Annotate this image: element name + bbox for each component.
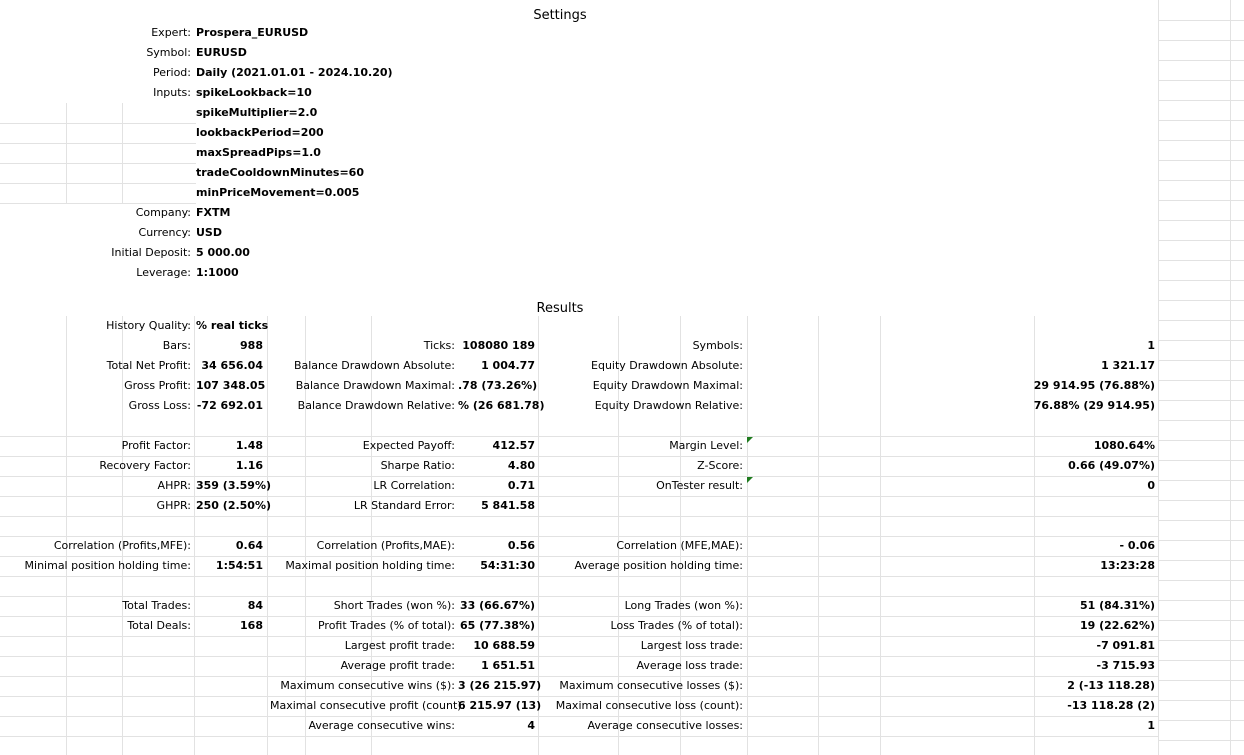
col3-stat-value: 0	[1147, 479, 1155, 492]
company-value: FXTM	[196, 206, 231, 219]
col2-stat-label: Largest profit trade:	[344, 639, 455, 652]
col3-stat-value: 19 (22.62%)	[1079, 619, 1155, 632]
col1-stat-value: 359 (3.59%)	[196, 479, 272, 492]
col2-stat-value: 0.56	[507, 539, 535, 552]
col3-stat-label: Margin Level:	[669, 439, 743, 452]
col2-stat-label: Sharpe Ratio:	[380, 459, 455, 472]
col3-stat-value: 1	[1147, 719, 1155, 732]
col1-stat-value: 84	[247, 599, 263, 612]
col3-stat-label: Loss Trades (% of total):	[610, 619, 743, 632]
currency-label: Currency:	[138, 226, 191, 239]
col2-stat-value: 108080 189	[462, 339, 535, 352]
input-item: lookbackPeriod=200	[196, 126, 324, 139]
company-label: Company:	[135, 206, 191, 219]
period-value: Daily (2021.01.01 - 2024.10.20)	[196, 66, 393, 79]
col3-stat-value: 29 914.95 (76.88%)	[1033, 379, 1155, 392]
col2-stat-label: Average profit trade:	[340, 659, 455, 672]
col1-stat-value: -72 692.01	[196, 399, 263, 412]
expert-label: Expert:	[151, 26, 191, 39]
col1-stat-label: Bars:	[162, 339, 191, 352]
col1-stat-label: Total Deals:	[127, 619, 191, 632]
col2-stat-value: 10 688.59	[473, 639, 535, 652]
col1-stat-value: 1.48	[235, 439, 263, 452]
col2-stat-value: 1 004.77	[481, 359, 535, 372]
col3-stat-label: Equity Drawdown Absolute:	[591, 359, 743, 372]
col3-stat-value: 51 (84.31%)	[1079, 599, 1155, 612]
col3-stat-label: Maximal consecutive loss (count):	[555, 699, 743, 712]
col2-stat-label: Balance Drawdown Maximal:	[295, 379, 455, 392]
col1-stat-value: 988	[240, 339, 263, 352]
col3-stat-label: Equity Drawdown Maximal:	[592, 379, 743, 392]
leverage-label: Leverage:	[136, 266, 191, 279]
col3-stat-value: 76.88% (29 914.95)	[1033, 399, 1155, 412]
col3-stat-label: Symbols:	[692, 339, 743, 352]
col1-stat-label: Total Trades:	[122, 599, 191, 612]
col1-stat-label: GHPR:	[156, 499, 191, 512]
col1-stat-label: Gross Loss:	[128, 399, 191, 412]
col3-stat-value: 2 (-13 118.28)	[1067, 679, 1155, 692]
col2-stat-label: Expected Payoff:	[362, 439, 455, 452]
col1-stat-label: Correlation (Profits,MFE):	[53, 539, 191, 552]
col3-stat-label: Maximum consecutive losses ($):	[559, 679, 743, 692]
symbol-value: EURUSD	[196, 46, 247, 59]
input-item: spikeMultiplier=2.0	[196, 106, 318, 119]
col2-stat-label: Average consecutive wins:	[308, 719, 455, 732]
col2-stat-label: Balance Drawdown Relative:	[297, 399, 455, 412]
col2-stat-value: 0.71	[507, 479, 535, 492]
col2-stat-value: 65 (77.38%)	[459, 619, 535, 632]
leverage-value: 1:1000	[196, 266, 239, 279]
results-title: Results	[536, 301, 584, 316]
col1-stat-label: Minimal position holding time:	[24, 559, 191, 572]
col1-stat-value: 168	[240, 619, 263, 632]
currency-value: USD	[196, 226, 222, 239]
col2-stat-label: Maximal consecutive profit (count):	[270, 699, 466, 712]
col2-stat-value: 412.57	[492, 439, 535, 452]
col2-stat-label: Maximum consecutive wins ($):	[280, 679, 455, 692]
col1-stat-value: 34 656.04	[201, 359, 263, 372]
col3-stat-label: OnTester result:	[656, 479, 743, 492]
col3-stat-label: Average loss trade:	[636, 659, 743, 672]
col3-stat-label: Long Trades (won %):	[624, 599, 743, 612]
col2-stat-value: 54:31:30	[480, 559, 535, 572]
col2-stat-value: 33 (66.67%)	[459, 599, 535, 612]
history-quality-label: History Quality:	[106, 319, 191, 332]
col2-stat-value: 4.80	[507, 459, 535, 472]
col2-stat-label: LR Standard Error:	[353, 499, 455, 512]
inputs-label: Inputs:	[153, 86, 191, 99]
col2-stat-value: 4	[527, 719, 535, 732]
col1-stat-label: Gross Profit:	[124, 379, 191, 392]
deposit-value: 5 000.00	[196, 246, 250, 259]
input-item: maxSpreadPips=1.0	[196, 146, 321, 159]
col2-stat-label: Profit Trades (% of total):	[317, 619, 455, 632]
comment-marker-icon	[747, 437, 753, 443]
col2-stat-label: LR Correlation:	[373, 479, 455, 492]
col2-stat-label: Ticks:	[423, 339, 455, 352]
col3-stat-value: - 0.06	[1119, 539, 1155, 552]
col3-stat-value: 0.66 (49.07%)	[1068, 459, 1155, 472]
col3-stat-value: 13:23:28	[1100, 559, 1155, 572]
input-item: minPriceMovement=0.005	[196, 186, 360, 199]
col2-stat-value: 3 (26 215.97)	[458, 679, 542, 692]
col1-stat-label: Total Net Profit:	[106, 359, 191, 372]
col2-stat-value: .78 (73.26%)	[458, 379, 538, 392]
col1-stat-label: Recovery Factor:	[99, 459, 191, 472]
input-item: spikeLookback=10	[196, 86, 312, 99]
col3-stat-value: -3 715.93	[1096, 659, 1155, 672]
history-quality-value: % real ticks	[196, 319, 269, 332]
col3-stat-value: 1080.64%	[1093, 439, 1155, 452]
col1-stat-label: Profit Factor:	[121, 439, 191, 452]
col3-stat-label: Average consecutive losses:	[587, 719, 743, 732]
deposit-label: Initial Deposit:	[111, 246, 191, 259]
col2-stat-label: Short Trades (won %):	[333, 599, 455, 612]
comment-marker-icon	[747, 477, 753, 483]
settings-title: Settings	[533, 8, 587, 23]
col3-stat-label: Z-Score:	[697, 459, 743, 472]
col2-stat-value: % (26 681.78)	[458, 399, 545, 412]
col3-stat-label: Equity Drawdown Relative:	[594, 399, 743, 412]
col2-stat-label: Correlation (Profits,MAE):	[316, 539, 455, 552]
col2-stat-label: Maximal position holding time:	[285, 559, 455, 572]
col3-stat-value: 1	[1147, 339, 1155, 352]
col1-stat-value: 250 (2.50%)	[196, 499, 272, 512]
col3-stat-label: Average position holding time:	[574, 559, 743, 572]
col3-stat-label: Largest loss trade:	[640, 639, 743, 652]
col3-stat-label: Correlation (MFE,MAE):	[616, 539, 743, 552]
col1-stat-value: 107 348.05	[196, 379, 266, 392]
input-item: tradeCooldownMinutes=60	[196, 166, 364, 179]
col1-stat-value: 1:54:51	[215, 559, 263, 572]
col3-stat-value: -13 118.28 (2)	[1067, 699, 1155, 712]
expert-value: Prospera_EURUSD	[196, 26, 309, 39]
symbol-label: Symbol:	[146, 46, 191, 59]
col2-stat-value: 5 841.58	[481, 499, 535, 512]
col2-stat-value: 6 215.97 (13)	[458, 699, 542, 712]
col2-stat-label: Balance Drawdown Absolute:	[293, 359, 455, 372]
col1-stat-value: 1.16	[235, 459, 263, 472]
col3-stat-value: 1 321.17	[1101, 359, 1155, 372]
col1-stat-label: AHPR:	[157, 479, 191, 492]
col1-stat-value: 0.64	[235, 539, 263, 552]
col2-stat-value: 1 651.51	[481, 659, 535, 672]
col3-stat-value: -7 091.81	[1096, 639, 1155, 652]
period-label: Period:	[152, 66, 191, 79]
